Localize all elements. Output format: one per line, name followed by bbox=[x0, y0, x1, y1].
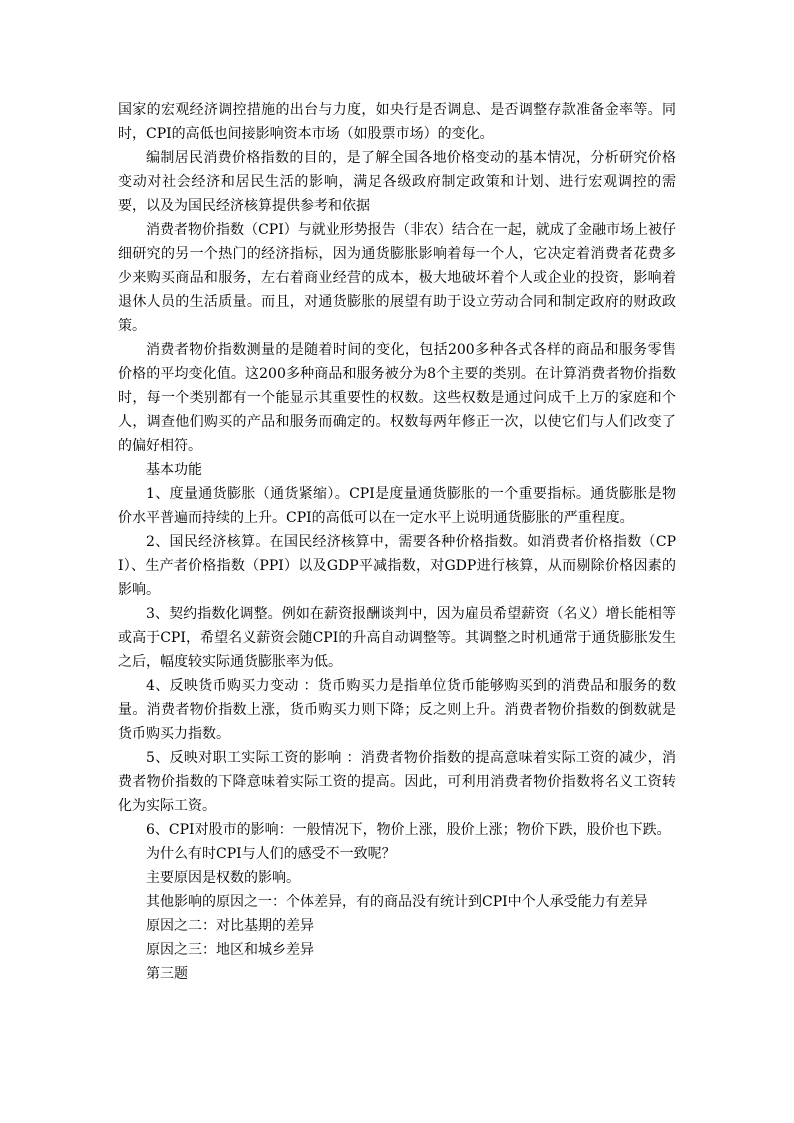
reason-3: 原因之三：地区和城乡差异 bbox=[146, 942, 314, 958]
list-item-function-2: 2、国民经济核算。在国民经济核算中，需要各种价格指数。如消费者价格指数（CPI）、生产者价格指数（PPI）以及GDP平减指数，对GDP进行核算，从而剔除价格因素的影响。 bbox=[118, 534, 676, 598]
reason-1: 其他影响的原因之一：个体差异，有的商品没有统计到CPI中个人承受能力有差异 bbox=[146, 894, 648, 910]
paragraph-cpi-measurement: 消费者物价指数测量的是随着时间的变化，包括200多种各式各样的商品和服务零售价格的平均变化值。这200多种商品和服务被分为8个主要的类别。在计算消费者物价指数时，每一个类别都有一个能显示其重要性的权数。这些权数是通过问成千上万的家庭和个人，调查他们购买的产品和服务而确定的。权数每两年修正一次，以使它们与人们改变了的偏好相符。 bbox=[118, 342, 676, 454]
document-page bbox=[118, 98, 676, 986]
paragraph-cpi-purpose: 编制居民消费价格指数的目的，是了解全国各地价格变动的基本情况，分析研究价格变动对社会经济和居民生活的影响，满足各级政府制定政策和计划、进行宏观调控的需要，以及为国民经济核算提供参考和依据 bbox=[118, 150, 676, 214]
list-item-function-6: 6、CPI对股市的影响：一般情况下，物价上涨，股价上涨；物价下跌，股价也下跌。 bbox=[146, 822, 671, 838]
reason-2: 原因之二：对比基期的差异 bbox=[146, 918, 314, 934]
question-why-cpi-differs: 为什么有时CPI与人们的感受不一致呢？ bbox=[146, 846, 396, 862]
paragraph-macro-control: 国家的宏观经济调控措施的出台与力度，如央行是否调息、是否调整存款准备金率等。同时，CPI的高低也间接影响资本市场（如股票市场）的变化。 bbox=[118, 102, 676, 142]
section-heading-question-3: 第三题 bbox=[146, 966, 188, 982]
list-item-function-5: 5、反映对职工实际工资的影响 ：消费者物价指数的提高意味着实际工资的减少，消费者物价指数的下降意味着实际工资的提高。因此，可利用消费者物价指数将名义工资转化为实际工资。 bbox=[118, 750, 676, 814]
answer-main-reason: 主要原因是权数的影响。 bbox=[146, 870, 300, 886]
paragraph-cpi-and-employment: 消费者物价指数（CPI）与就业形势报告（非农）结合在一起，就成了金融市场上被仔细研究的另一个热门的经济指标，因为通货膨胀影响着每一个人，它决定着消费者花费多少来购买商品和服务，左右着商业经营的成本，极大地破坏着个人或企业的投资，影响着退休人员的生活质量。而且，对通货膨胀的展望有助于设立劳动合同和制定政府的财政政策。 bbox=[118, 222, 676, 334]
list-item-function-1: 1、度量通货膨胀（通货紧缩）。CPI是度量通货膨胀的一个重要指标。通货膨胀是物价水平普遍而持续的上升。CPI的高低可以在一定水平上说明通货膨胀的严重程度。 bbox=[118, 486, 676, 526]
list-item-function-4: 4、反映货币购买力变动 ：货币购买力是指单位货币能够购买到的消费品和服务的数量。消费者物价指数上涨，货币购买力则下降；反之则上升。消费者物价指数的倒数就是货币购买力指数。 bbox=[118, 678, 676, 742]
section-heading-basic-functions: 基本功能 bbox=[146, 462, 202, 478]
list-item-function-3: 3、契约指数化调整。例如在薪资报酬谈判中，因为雇员希望薪资（名义）增长能相等或高于CPI，希望名义薪资会随CPI的升高自动调整等。其调整之时机通常于通货膨胀发生之后，幅度较实际通货膨胀率为低。 bbox=[118, 606, 676, 670]
